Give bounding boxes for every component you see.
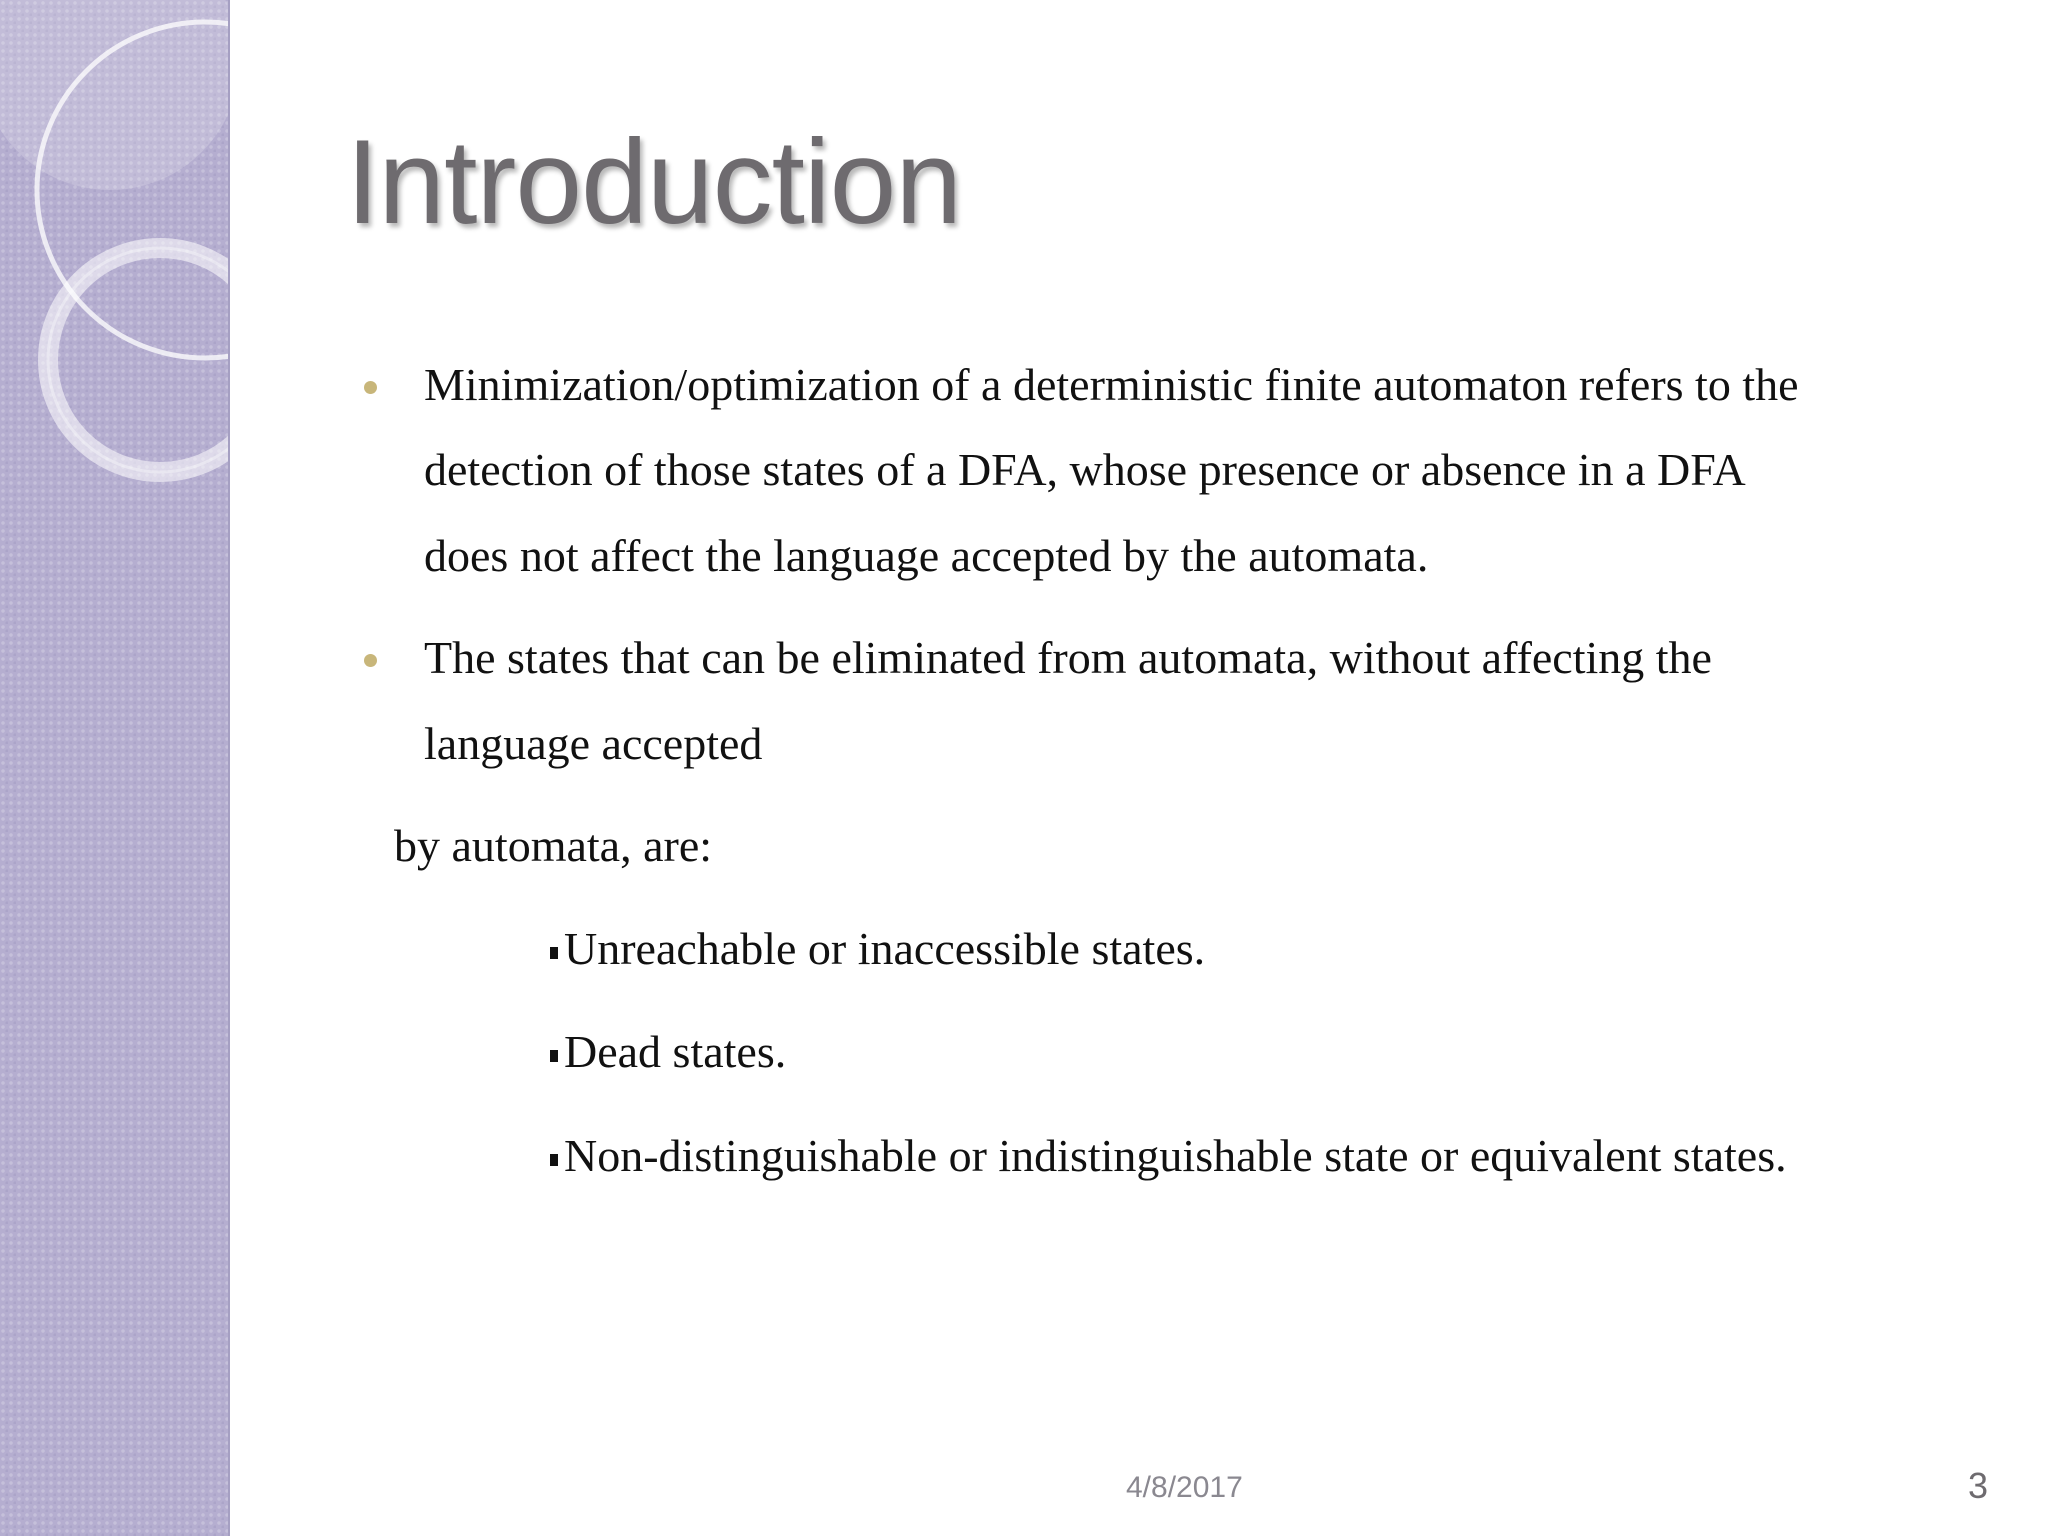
decorative-sidebar <box>0 0 230 1536</box>
bullet-2-line-2: language accepted <box>424 718 763 769</box>
square-bullet-icon <box>550 1154 558 1166</box>
sub-item-2 <box>550 1026 787 1077</box>
square-bullet-icon <box>550 1050 558 1062</box>
sub-item-1 <box>550 923 1206 974</box>
sub-item-1-text: Unreachable or inaccessible states. <box>564 923 1206 974</box>
continuation-text: by automata, are: <box>394 820 713 871</box>
bullet-1-line-1: Minimization/optimization of a deterministic finite automaton refers to the <box>424 359 1799 410</box>
page-number: 3 <box>1968 1465 1989 1506</box>
bullet-1-line-2: detection of those states of a DFA, whose presence or absence in a DFA <box>424 444 1746 495</box>
bullet-1-line-3: does not affect the language accepted by the automata. <box>424 530 1429 581</box>
bullet-dot-1 <box>364 381 377 394</box>
footer-date: 4/8/2017 <box>1126 1471 1243 1504</box>
bullet-dot-2 <box>364 654 377 667</box>
slide-title: Introduction <box>346 115 962 249</box>
sub-item-3-text: Non-distinguishable or indistinguishable state or equivalent states. <box>564 1130 1787 1181</box>
bullet-2-line-1: The states that can be eliminated from automata, without affecting the <box>424 632 1712 683</box>
square-bullet-icon <box>550 947 558 959</box>
sub-item-3 <box>550 1130 1787 1181</box>
decorative-rings <box>0 0 228 520</box>
sub-item-2-text: Dead states. <box>564 1026 787 1077</box>
